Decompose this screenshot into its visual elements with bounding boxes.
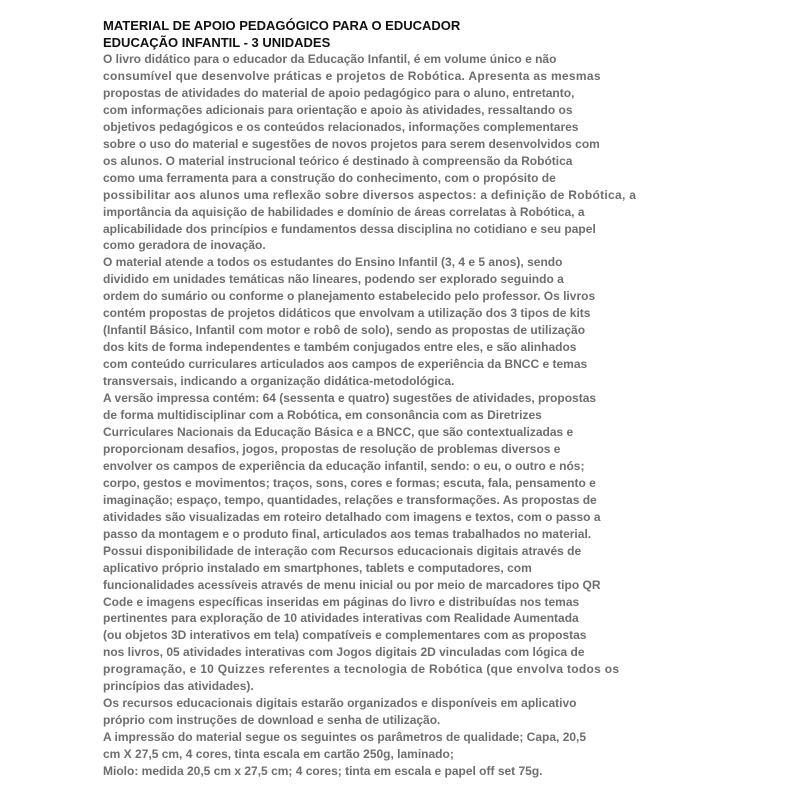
text-line: pertinentes para exploração de 10 atividades interativas com Realidade Aumentada xyxy=(103,611,579,626)
text-line: nos livros, 05 atividades interativas com Jogos digitais 2D vinculadas com lógica de xyxy=(103,645,585,660)
document-subtitle: EDUCAÇÃO INFANTIL - 3 UNIDADES xyxy=(103,35,331,50)
text-line: contém propostas de projetos didáticos que envolvam a utilização dos 3 tipos de kits xyxy=(103,306,591,321)
text-line: sobre o uso do material e sugestões de novos projetos para serem desenvolvidos com xyxy=(103,136,600,151)
text-line: ordem do sumário ou conforme o planejamento estabelecido pelo professor. Os livros xyxy=(103,289,596,304)
text-line: passo da montagem e o produto final, articulados aos temas trabalhados no material. xyxy=(103,526,592,541)
text-line: os alunos. O material instrucional teórico é destinado à compreensão da Robótica xyxy=(103,153,573,168)
document-title: MATERIAL DE APOIO PEDAGÓGICO PARA O EDUCADOR xyxy=(103,18,461,33)
text-line: cm X 27,5 cm, 4 cores, tinta escala em cartão 250g, laminado; xyxy=(103,747,454,762)
text-line: A versão impressa contém: 64 (sessenta e quatro) sugestões de atividades, propostas xyxy=(103,391,597,406)
document-body xyxy=(103,17,783,780)
text-line: como uma ferramenta para a construção do conhecimento, com o propósito de xyxy=(103,170,556,185)
text-line: dividido em unidades temáticas não lineares, podendo ser explorado seguindo a xyxy=(103,272,564,287)
text-line: envolver os campos de experiência da educação infantil, sendo: o eu, o outro e nós; xyxy=(103,458,585,473)
text-line: funcionalidades acessíveis através de menu inicial ou por meio de marcadores tipo QR xyxy=(103,577,601,592)
text-line: de forma multidisciplinar com a Robótica, em consonância com as Diretrizes xyxy=(103,408,542,423)
text-line: aplicabilidade dos princípios e fundamentos dessa disciplina no cotidiano e seu papel xyxy=(103,221,596,236)
text-line: A impressão do material segue os seguintes os parâmetros de qualidade; Capa, 20,5 xyxy=(103,730,587,745)
text-line: O livro didático para o educador da Educação Infantil, é em volume único e não xyxy=(103,52,557,66)
text-line: (Infantil Básico, Infantil com motor e robô de solo), sendo as propostas de utilização xyxy=(103,323,586,338)
text-line: objetivos pedagógicos e os conteúdos relacionados, informações complementares xyxy=(103,119,579,134)
text-line: corpo, gestos e movimentos; traços, sons, cores e formas; escuta, fala, pensamento e xyxy=(103,475,596,490)
text-line: Code e imagens específicas inseridas em páginas do livro e distribuídas nos temas xyxy=(103,594,580,609)
text-line: consumível que desenvolve práticas e projetos de Robótica. Apresenta as mesmas xyxy=(103,68,601,83)
text-line: aplicativo próprio instalado em smartphones, tablets e computadores, com xyxy=(103,560,532,575)
text-line: Os recursos educacionais digitais estarão organizados e disponíveis em aplicativo xyxy=(103,696,577,711)
text-line: com conteúdo curriculares articulados aos campos de experiência da BNCC e temas xyxy=(103,357,588,372)
text-line: O material atende a todos os estudantes do Ensino Infantil (3, 4 e 5 anos), sendo xyxy=(103,255,563,270)
text-line: Curriculares Nacionais da Educação Básica e a BNCC, que são contextualizadas e xyxy=(103,424,574,439)
text-line: transversais, indicando a organização didática-metodológica. xyxy=(103,374,455,389)
text-line: possibilitar aos alunos uma reflexão sobre diversos aspectos: a definição de Robótica, a xyxy=(103,187,637,202)
text-line: proporcionam desafios, jogos, propostas de resolução de problemas diversos e xyxy=(103,441,561,456)
text-line: Miolo: medida 20,5 cm x 27,5 cm; 4 cores; tinta em escala e papel off set 75g. xyxy=(103,764,543,779)
text-line: propostas de atividades do material de apoio pedagógico para o aluno, entretanto, xyxy=(103,85,575,100)
text-line: próprio com instruções de download e senha de utilização. xyxy=(103,713,441,728)
text-line: como geradora de inovação. xyxy=(103,238,266,253)
text-line: dos kits de forma independentes e também conjugados entre eles, e são alinhados xyxy=(103,340,577,355)
text-line: (ou objetos 3D interativos em tela) compatíveis e complementares com as propostas xyxy=(103,628,587,643)
text-line: Possui disponibilidade de interação com Recursos educacionais digitais através de xyxy=(103,543,582,558)
text-line: imaginação; espaço, tempo, quantidades, relações e transformações. As propostas de xyxy=(103,492,597,507)
text-line: com informações adicionais para orientação e apoio às atividades, ressaltando os xyxy=(103,102,573,117)
text-line: princípios das atividades). xyxy=(103,679,254,694)
text-line: atividades são visualizadas em roteiro detalhado com imagens e textos, com o passo a xyxy=(103,509,601,524)
text-line: programação, e 10 Quizzes referentes a tecnologia de Robótica (que envolva todos os xyxy=(103,662,620,677)
text-line: importância da aquisição de habilidades e domínio de áreas correlatas à Robótica, a xyxy=(103,204,585,219)
